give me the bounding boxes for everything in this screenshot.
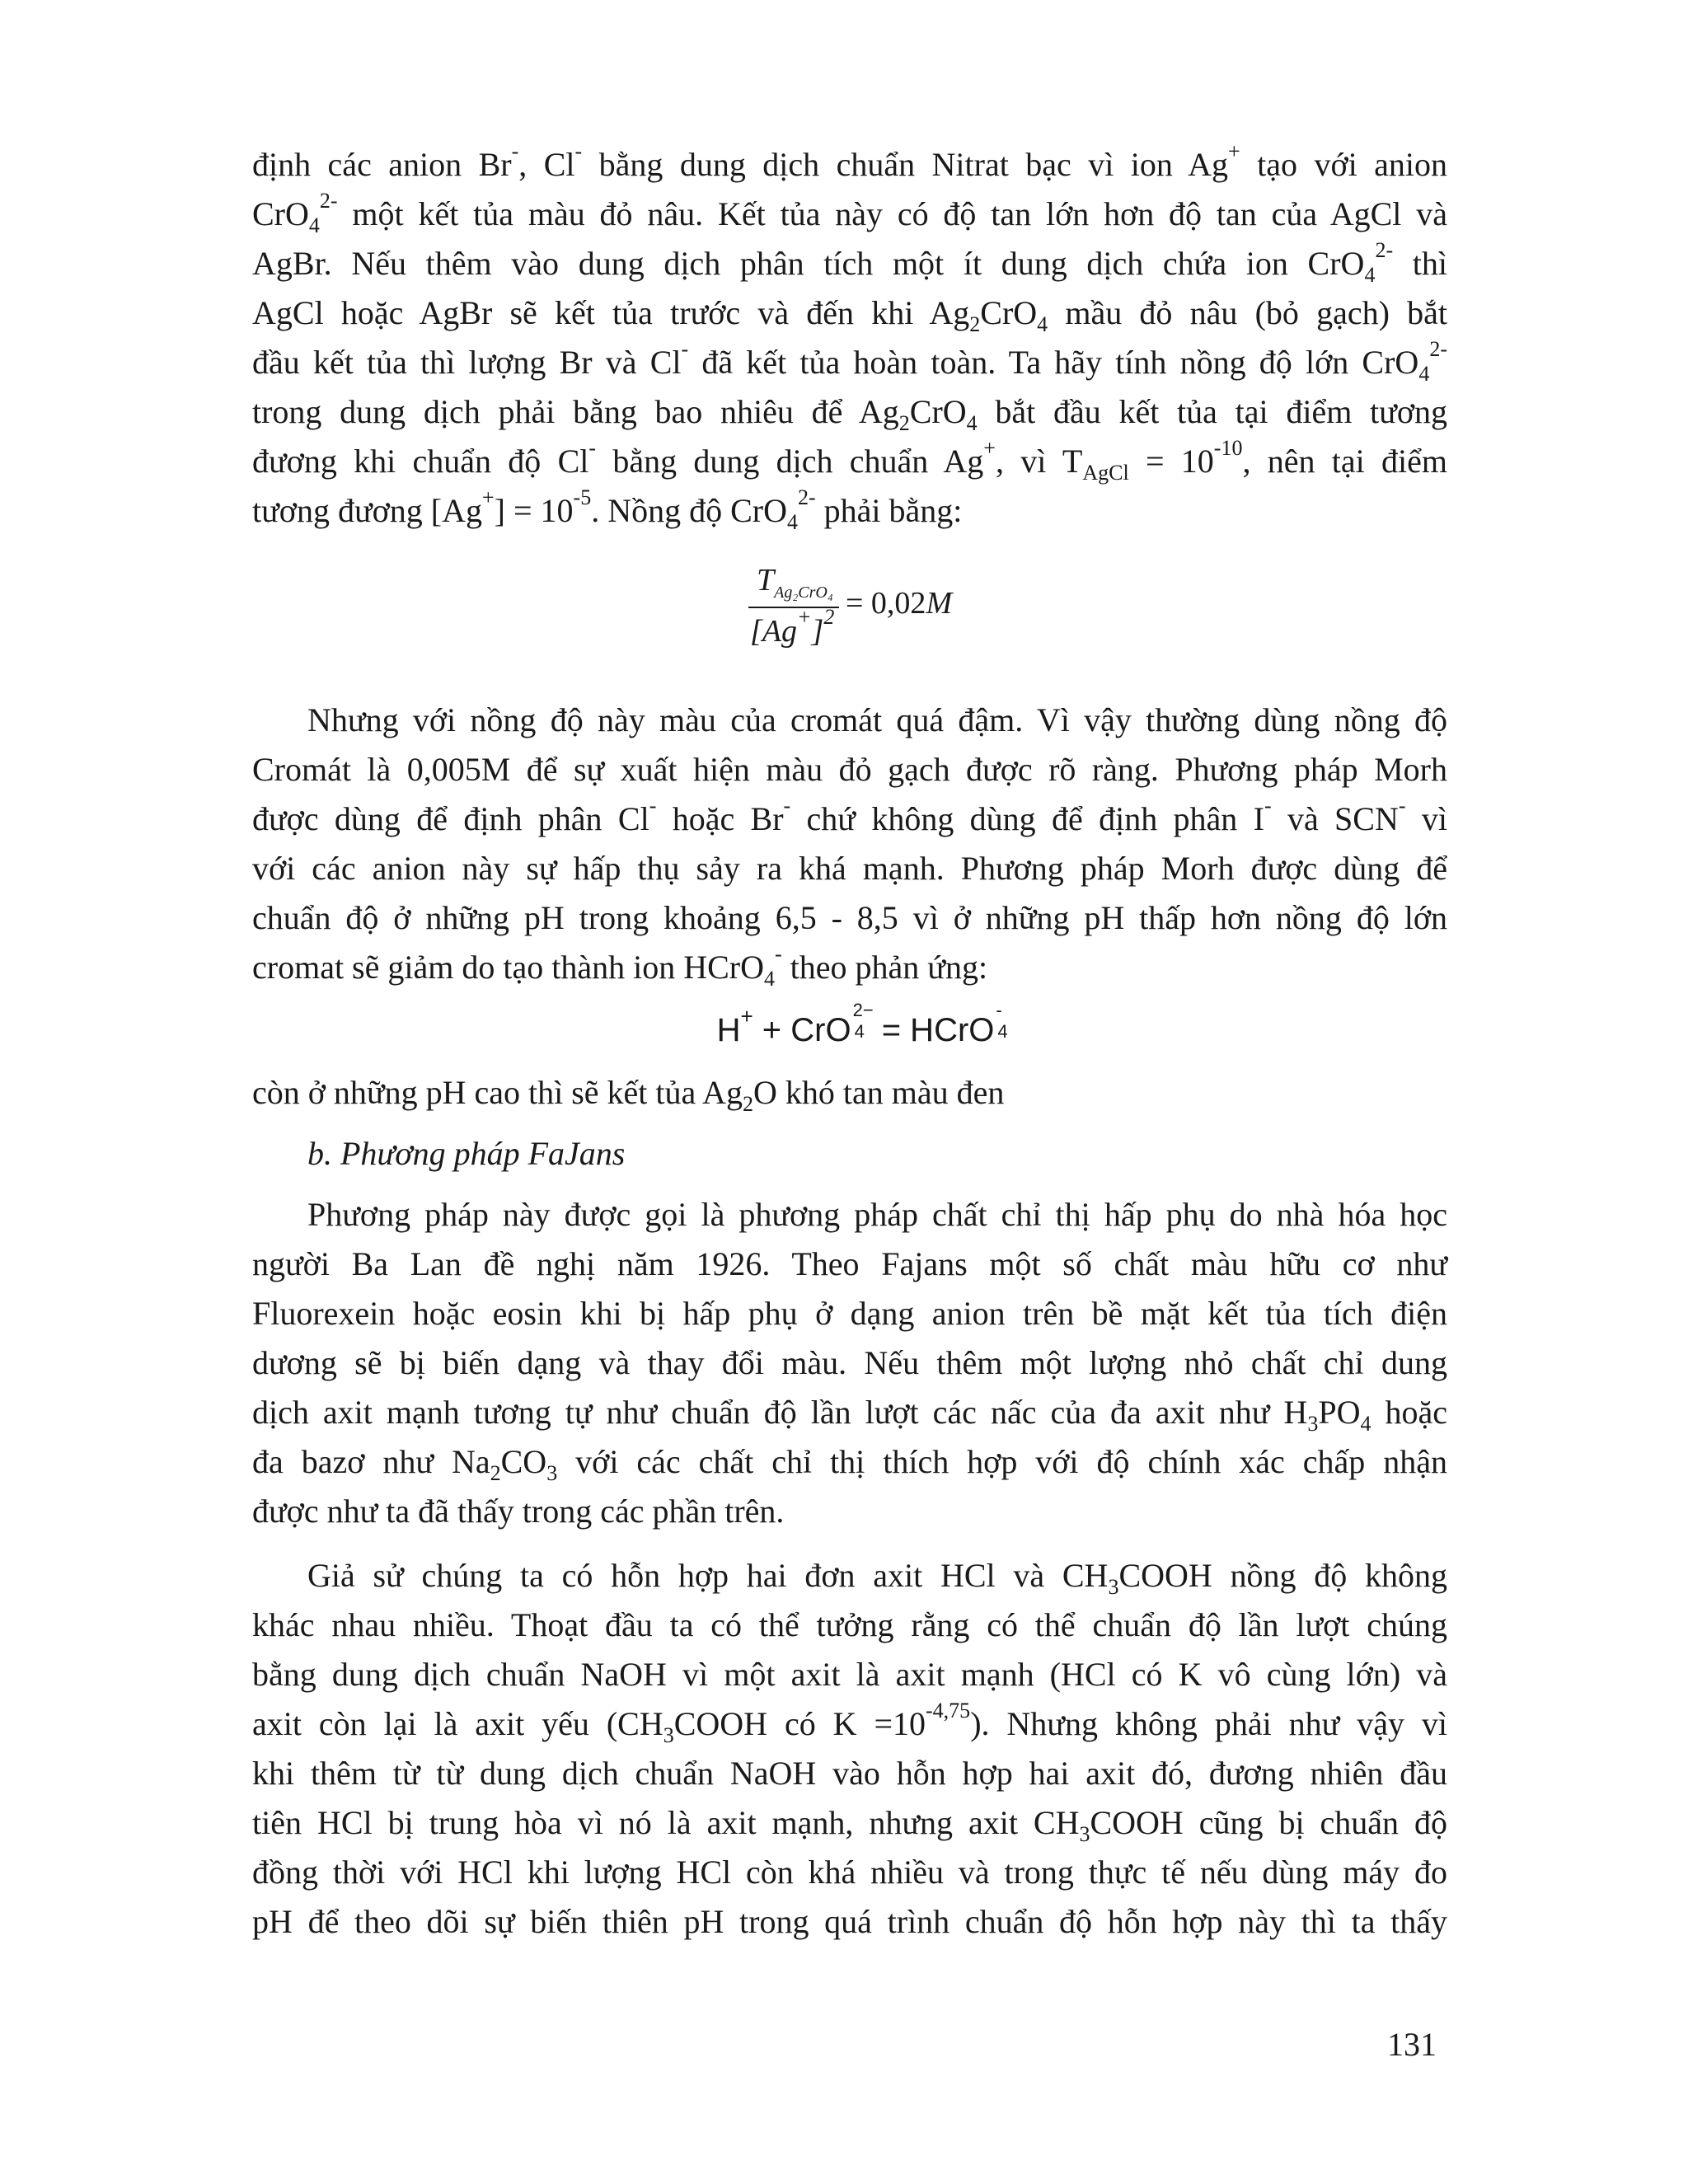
text-line: Fluorexein hoặc eosin khi bị hấp phụ ở dạng anion trên bề mặt kết tủa tích điện bbox=[252, 1295, 1447, 1332]
paragraph-fajans bbox=[252, 1190, 1447, 1536]
fraction bbox=[740, 555, 987, 671]
fraction-numerator: $T_{Ag_2CrO_4}$ bbox=[757, 563, 833, 602]
text-line: trong dung dịch phải bằng bao nhiêu để $Ag_2CrO_4$ bắt đầu kết tủa tại điểm tương bbox=[252, 393, 1448, 436]
text-line: pH để theo dõi sự biến thiên pH trong quá trình chuẩn độ hỗn hợp này thì ta thấy bbox=[252, 1903, 1447, 1940]
text-line: AgBr. Nếu thêm vào dung dịch phân tích một ít dung dịch chứa ion CrO$_4^{2-}$ thì bbox=[252, 238, 1447, 288]
text-line: Giả sử chúng ta có hỗn hợp hai đơn axit HCl và $CH_3COOH$ nồng độ không bbox=[307, 1557, 1448, 1600]
text-line: khi thêm từ từ dung dịch chuẩn NaOH vào hỗn hợp hai axit đó, đương nhiên đầu bbox=[252, 1755, 1447, 1792]
section-heading: b. Phương pháp FaJans bbox=[307, 1135, 626, 1172]
formula-reaction: H+ + CrO 2− 4 = HCrO - 4 bbox=[716, 1000, 1008, 1048]
formula-result: = 0,02M bbox=[846, 586, 953, 621]
page-number: 131 bbox=[1387, 2026, 1437, 2063]
text-line: đương khi chuẩn độ Cl- bằng dung dịch chuẩn Ag+, vì $T_{AgCl} = 10^{-10}$, nên tại điểm bbox=[252, 436, 1448, 485]
text-line: bằng dung dịch chuẩn NaOH vì một axit là axit mạnh (HCl có K vô cùng lớn) và bbox=[252, 1656, 1447, 1693]
text-line: người Ba Lan đề nghị năm 1926. Theo Fajans một số chất màu hữu cơ như bbox=[252, 1245, 1447, 1282]
text-line: đầu kết tủa thì lượng Br và Cl- đã kết tủa hoàn toàn. Ta hãy tính nồng độ lớn CrO$_4^{2-}$ bbox=[252, 337, 1447, 387]
text-line: còn ở những pH cao thì sẽ kết tủa $Ag_2O$ khó tan màu đen bbox=[252, 1074, 1005, 1117]
text-line: được dùng để định phân Cl- hoặc Br- chứ không dùng để định phân I- và SCN- vì bbox=[252, 794, 1447, 837]
paragraph-acid-mixture bbox=[252, 1551, 1447, 1947]
text-line: đồng thời với HCl khi lượng HCl còn khá nhiều và trong thực tế nếu dùng máy đo bbox=[252, 1854, 1447, 1891]
text-line: được như ta đã thấy trong các phần trên. bbox=[252, 1493, 785, 1530]
text-line: chuẩn độ ở những pH trong khoảng 6,5 - 8,5 vì ở những pH thấp hơn nồng độ lớn bbox=[252, 899, 1447, 936]
formula-chromate-concentration bbox=[252, 555, 1447, 671]
text-line: AgCl hoặc AgBr sẽ kết tủa trước và đến khi $Ag_2CrO_4$ mầu đỏ nâu (bỏ gạch) bắt bbox=[252, 294, 1447, 337]
text-line: định các anion Br-, Cl- bằng dung dịch chuẩn Nitrat bạc vì ion Ag+ tạo với anion bbox=[252, 139, 1448, 183]
text-line: Phương pháp này được gọi là phương pháp chất chỉ thị hấp phụ do nhà hóa học bbox=[307, 1196, 1447, 1233]
fraction-denominator: $[Ag^+]^2$ bbox=[750, 605, 835, 649]
text-line: axit còn lại là axit yếu ($CH_3COOH$ có $K =10^{-4,75}$). Nhưng không phải như vậy vì bbox=[252, 1699, 1447, 1748]
text-line: tiên HCl bị trung hòa vì nó là axit mạnh, nhưng axit $CH_3COOH$ cũng bị chuẩn độ bbox=[252, 1804, 1447, 1847]
text-line: khác nhau nhiều. Thoạt đầu ta có thể tưởng rằng có thể chuẩn độ lần lượt chúng bbox=[252, 1606, 1447, 1643]
text-line: dương sẽ bị biến dạng và thay đổi màu. Nếu thêm một lượng nhỏ chất chỉ dung bbox=[252, 1344, 1447, 1381]
paragraph-mohr-conditions bbox=[252, 696, 1447, 992]
text-line: cromat sẽ giảm do tạo thành ion HCrO$_4$- theo phản ứng: bbox=[252, 942, 988, 991]
text-line: CrO$_4^{2-}$ một kết tủa màu đỏ nâu. Kết tủa này có độ tan lớn hơn độ tan của AgCl và bbox=[252, 189, 1447, 238]
text-line: dịch axit mạnh tương tự như chuẩn độ lần lượt các nấc của đa axit như $H_3PO_4$ hoặc bbox=[252, 1394, 1447, 1436]
paragraph-high-ph bbox=[252, 1068, 1447, 1118]
page-body bbox=[252, 140, 1447, 1947]
text-line: tương đương $[Ag^+] = 10^{-5}$. Nồng độ CrO$_4^{2-}$ phải bằng: bbox=[252, 485, 963, 535]
text-line: Cromát là 0,005M để sự xuất hiện màu đỏ gạch được rõ ràng. Phương pháp Morh bbox=[252, 751, 1447, 788]
paragraph-mohr-continued bbox=[252, 140, 1447, 536]
text-line: với các anion này sự hấp thụ sảy ra khá mạnh. Phương pháp Morh được dùng để bbox=[252, 850, 1447, 887]
text-line: đa bazơ như $Na_2CO_3$ với các chất chỉ thị thích hợp với độ chính xác chấp nhận bbox=[252, 1443, 1447, 1486]
text-line: Nhưng với nồng độ này màu của cromát quá đậm. Vì vậy thường dùng nồng độ bbox=[307, 701, 1447, 738]
